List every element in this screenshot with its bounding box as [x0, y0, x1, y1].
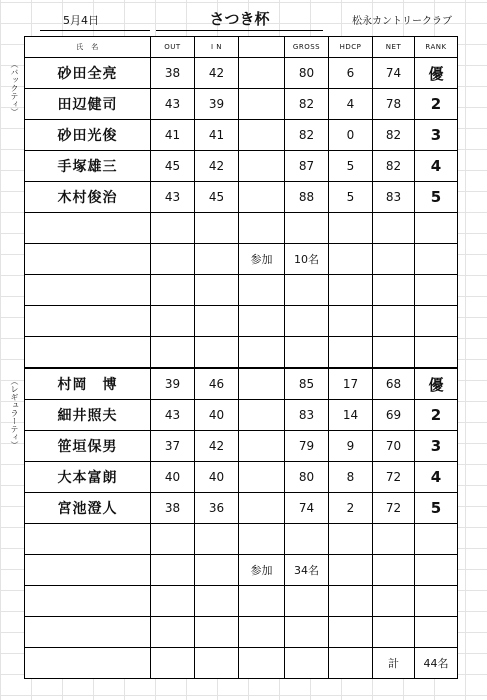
- table-row: [25, 182, 458, 213]
- player-name: 笹垣保男: [25, 431, 151, 462]
- hdcp-value: 17: [329, 368, 373, 400]
- net-score: 72: [373, 493, 415, 524]
- date-underline: [40, 30, 150, 31]
- rank-value: 4: [415, 462, 458, 493]
- total-count: 44名: [415, 648, 458, 679]
- in-score: 45: [195, 182, 239, 213]
- in-score: 46: [195, 368, 239, 400]
- tournament-title: さつき杯: [209, 10, 270, 28]
- col-rank-header: RANK: [415, 37, 458, 58]
- hdcp-value: 9: [329, 431, 373, 462]
- hdcp-value: 2: [329, 493, 373, 524]
- out-score: 40: [151, 462, 195, 493]
- in-score: 42: [195, 431, 239, 462]
- blank-cell: [239, 431, 285, 462]
- rank-value: 優: [415, 58, 458, 89]
- club-name: 松永カントリークラブ: [352, 16, 452, 27]
- blank-cell: [239, 182, 285, 213]
- player-name: 宮池澄人: [25, 493, 151, 524]
- gross-score: 87: [285, 151, 329, 182]
- table-row: [25, 400, 458, 431]
- table-row: [25, 58, 458, 89]
- in-score: 42: [195, 58, 239, 89]
- regular-tee-label: （レギュラーティ）: [10, 377, 19, 449]
- in-score: 40: [195, 400, 239, 431]
- hdcp-value: 0: [329, 120, 373, 151]
- player-name: 砂田全亮: [25, 58, 151, 89]
- participants-row: [25, 555, 458, 586]
- hdcp-value: 14: [329, 400, 373, 431]
- table-row: [25, 462, 458, 493]
- net-score: 82: [373, 120, 415, 151]
- net-score: 72: [373, 462, 415, 493]
- gross-score: 79: [285, 431, 329, 462]
- player-name: 村岡 博: [25, 368, 151, 400]
- hdcp-value: 5: [329, 182, 373, 213]
- player-name: 田辺健司: [25, 89, 151, 120]
- col-gross-header: GROSS: [285, 37, 329, 58]
- out-score: 43: [151, 182, 195, 213]
- header-row: [25, 37, 458, 58]
- rank-value: 3: [415, 431, 458, 462]
- participants-count: 10名: [285, 244, 329, 275]
- out-score: 37: [151, 431, 195, 462]
- participants-label: 参加: [239, 244, 285, 275]
- empty-row: [25, 213, 458, 244]
- in-score: 36: [195, 493, 239, 524]
- table-row: [25, 120, 458, 151]
- table-row: [25, 151, 458, 182]
- table-row: [25, 431, 458, 462]
- net-score: 70: [373, 431, 415, 462]
- table-row: [25, 493, 458, 524]
- empty-row: [25, 275, 458, 306]
- gross-score: 85: [285, 368, 329, 400]
- rank-value: 3: [415, 120, 458, 151]
- participants-row: [25, 244, 458, 275]
- out-score: 39: [151, 368, 195, 400]
- empty-row: [25, 337, 458, 369]
- gross-score: 80: [285, 58, 329, 89]
- empty-row: [25, 617, 458, 648]
- empty-row: [25, 306, 458, 337]
- event-date: 5月4日: [63, 14, 99, 27]
- back-tee-label: （バックティ）: [10, 60, 19, 116]
- out-score: 38: [151, 58, 195, 89]
- out-score: 38: [151, 493, 195, 524]
- player-name: 砂田光俊: [25, 120, 151, 151]
- gross-score: 82: [285, 89, 329, 120]
- col-hdcp-header: HDCP: [329, 37, 373, 58]
- net-score: 78: [373, 89, 415, 120]
- rank-value: 2: [415, 400, 458, 431]
- gross-score: 74: [285, 493, 329, 524]
- blank-cell: [239, 120, 285, 151]
- blank-cell: [239, 89, 285, 120]
- in-score: 42: [195, 151, 239, 182]
- gross-score: 83: [285, 400, 329, 431]
- net-score: 74: [373, 58, 415, 89]
- gross-score: 82: [285, 120, 329, 151]
- in-score: 40: [195, 462, 239, 493]
- hdcp-value: 5: [329, 151, 373, 182]
- out-score: 41: [151, 120, 195, 151]
- rank-value: 5: [415, 182, 458, 213]
- participants-label: 参加: [239, 555, 285, 586]
- table-row: [25, 368, 458, 400]
- hdcp-value: 4: [329, 89, 373, 120]
- gross-score: 88: [285, 182, 329, 213]
- total-label: 計: [373, 648, 415, 679]
- rank-value: 5: [415, 493, 458, 524]
- player-name: 手塚雄三: [25, 151, 151, 182]
- in-score: 39: [195, 89, 239, 120]
- out-score: 45: [151, 151, 195, 182]
- participants-count: 34名: [285, 555, 329, 586]
- hdcp-value: 8: [329, 462, 373, 493]
- empty-row: [25, 524, 458, 555]
- col-blank-header: [239, 37, 285, 58]
- hdcp-value: 6: [329, 58, 373, 89]
- col-name-header: 氏 名: [25, 37, 151, 58]
- rank-value: 4: [415, 151, 458, 182]
- blank-cell: [239, 400, 285, 431]
- col-out-header: OUT: [151, 37, 195, 58]
- title-underline: [156, 30, 323, 31]
- net-score: 68: [373, 368, 415, 400]
- empty-row: [25, 586, 458, 617]
- col-in-header: I N: [195, 37, 239, 58]
- player-name: 細井照夫: [25, 400, 151, 431]
- net-score: 83: [373, 182, 415, 213]
- col-net-header: NET: [373, 37, 415, 58]
- rank-value: 2: [415, 89, 458, 120]
- blank-cell: [239, 151, 285, 182]
- total-row: [25, 648, 458, 679]
- net-score: 69: [373, 400, 415, 431]
- blank-cell: [239, 58, 285, 89]
- out-score: 43: [151, 89, 195, 120]
- results-table: [24, 36, 458, 679]
- blank-cell: [239, 368, 285, 400]
- table-row: [25, 89, 458, 120]
- out-score: 43: [151, 400, 195, 431]
- player-name: 木村俊治: [25, 182, 151, 213]
- player-name: 大本富朗: [25, 462, 151, 493]
- net-score: 82: [373, 151, 415, 182]
- rank-value: 優: [415, 368, 458, 400]
- gross-score: 80: [285, 462, 329, 493]
- blank-cell: [239, 462, 285, 493]
- blank-cell: [239, 493, 285, 524]
- in-score: 41: [195, 120, 239, 151]
